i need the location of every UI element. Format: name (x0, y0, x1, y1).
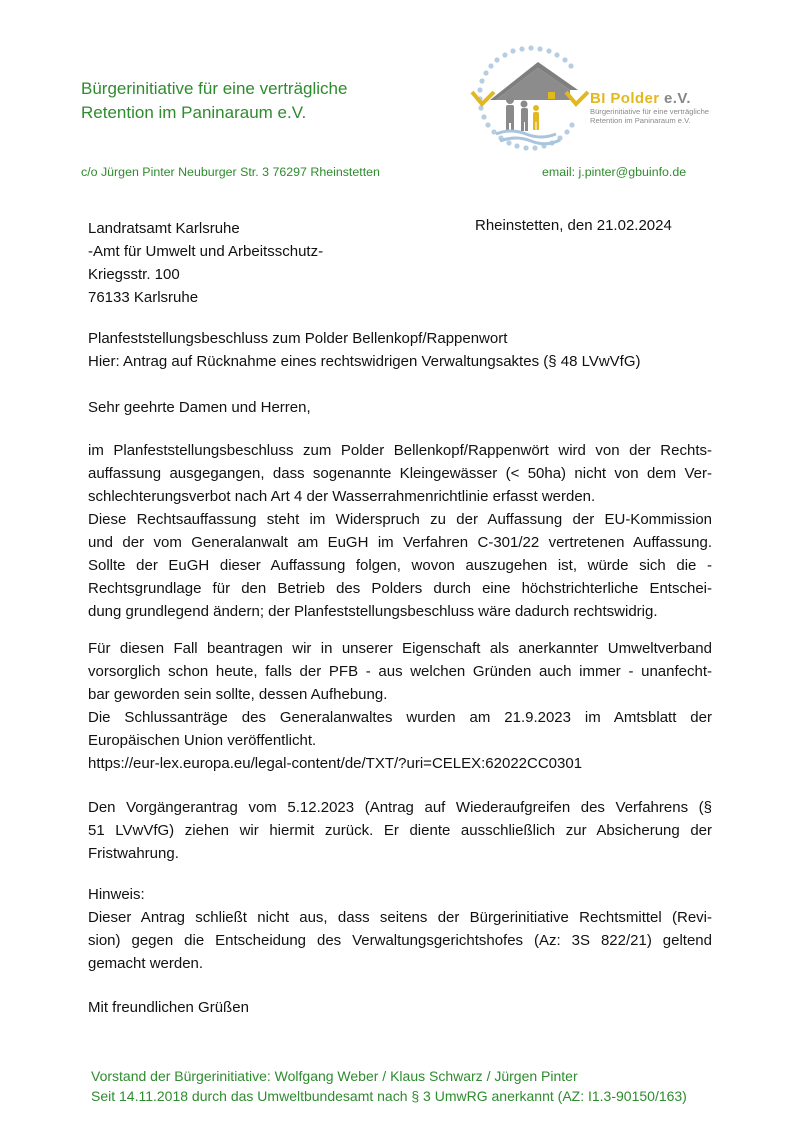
paragraph-line: auffassung ausgegangen, dass sogenannte Kleingewässer (< 50ha) nicht von dem Ver- (88, 465, 712, 482)
paragraph-line: Für diesen Fall beantragen wir in unserer Eigenschaft als anerkannter Umweltverband (88, 640, 712, 657)
closing: Mit freundlichen Grüßen (88, 999, 249, 1016)
recipient-address (88, 217, 323, 309)
logo-emblem-icon (466, 42, 596, 160)
paragraph-line: Sollte der EuGH dieser Auffassung folgen, wovon auszugehen ist, würde sich die - (88, 557, 712, 574)
recipient-line: Landratsamt Karlsruhe (88, 220, 240, 237)
paragraph-4 (88, 883, 712, 975)
logo-title (590, 90, 709, 107)
bi-polder-logo (466, 42, 741, 160)
footer (91, 1066, 687, 1106)
paragraph-line: Rechtsgrundlage für den Betrieb des Polders durch eine höchstrichterliche Entschei- (88, 580, 712, 597)
logo-subtitle-line1: Bürgerinitiative für eine verträgliche (590, 107, 710, 116)
recipient-line: Kriegsstr. 100 (88, 266, 180, 283)
paragraph-line: vorsorglich schon heute, falls der PFB - aus welchen Gründen auch immer - unanfecht- (88, 663, 712, 680)
logo-title-main: BI Polder (590, 90, 660, 107)
paragraph-line: 51 LVwVfG) ziehen wir hiermit zurück. Er diente ausschließlich zur Absicherung der (88, 822, 712, 839)
note-heading: Hinweis: (88, 886, 145, 903)
salutation: Sehr geehrte Damen und Herren, (88, 399, 311, 416)
subject (88, 327, 712, 373)
logo-title-suffix: e.V. (664, 90, 691, 107)
org-name-line1: Bürgerinitiative für eine verträgliche (81, 79, 348, 98)
paragraph-1 (88, 439, 712, 623)
paragraph-line: Die Schlussanträge des Generalanwaltes wurden am 21.9.2023 im Amtsblatt der (88, 709, 712, 726)
org-name-line2: Retention im Paninaraum e.V. (81, 103, 307, 122)
paragraph-line: Diese Rechtsauffassung steht im Widerspruch zu der Auffassung der EU-Kommission (88, 511, 712, 528)
paragraph-line: Europäischen Union veröffentlicht. (88, 732, 317, 749)
organization-name (81, 77, 347, 125)
paragraph-line: und der vom Generalanwalt am EuGH im Verfahren C-301/22 vertretenen Auffassung. (88, 534, 712, 551)
paragraph-3 (88, 796, 712, 865)
recipient-line: 76133 Karlsruhe (88, 289, 199, 306)
footer-line: Vorstand der Bürgerinitiative: Wolfgang Weber / Klaus Schwarz / Jürgen Pinter (91, 1068, 578, 1084)
letter-date: Rheinstetten, den 21.02.2024 (475, 217, 672, 234)
subject-line: Planfeststellungsbeschluss zum Polder Bellenkopf/Rappenwort (88, 330, 508, 347)
sender-email: email: j.pinter@gbuinfo.de (542, 165, 687, 179)
paragraph-2 (88, 637, 712, 775)
logo-text (590, 90, 709, 125)
paragraph-line: Fristwahrung. (88, 845, 179, 862)
paragraph-line: im Planfeststellungsbeschluss zum Polder Bellenkopf/Rappenwört wird von der Rechts- (88, 442, 712, 459)
footer-line: Seit 14.11.2018 durch das Umweltbundesamt nach § 3 UmwRG anerkannt (AZ: I1.3-90150/163) (91, 1088, 687, 1104)
paragraph-line: dung grundlegend ändern; der Planfeststellungsbeschluss wäre dadurch rechtswidrig. (88, 603, 658, 620)
paragraph-line: sion) gegen die Entscheidung des Verwaltungsgerichtshofes (Az: 3S 822/21) geltend (88, 932, 712, 949)
paragraph-line: Dieser Antrag schließt nicht aus, dass seitens der Bürgerinitiative Rechtsmittel (Revi- (88, 909, 712, 926)
paragraph-line: schlechterungsverbot nach Art 4 der Wasserrahmenrichtlinie erfasst werden. (88, 488, 596, 505)
paragraph-line: Den Vorgängerantrag vom 5.12.2023 (Antrag auf Wiederaufgreifen des Verfahrens (§ (88, 799, 712, 816)
paragraph-line: bar geworden sein sollte, dessen Aufhebung. (88, 686, 388, 703)
recipient-line: -Amt für Umwelt und Arbeitsschutz- (88, 243, 324, 260)
subject-line: Hier: Antrag auf Rücknahme eines rechtswidrigen Verwaltungsaktes (§ 48 LVwVfG) (88, 353, 641, 370)
logo-subtitle-line2: Retention im Paninaraum e.V. (590, 116, 691, 125)
sender-address: c/o Jürgen Pinter Neuburger Str. 3 76297 Rheinstetten (81, 165, 380, 179)
paragraph-line: https://eur-lex.europa.eu/legal-content/de/TXT/?uri=CELEX:62022CC0301 (88, 755, 583, 772)
paragraph-line: gemacht werden. (88, 955, 204, 972)
